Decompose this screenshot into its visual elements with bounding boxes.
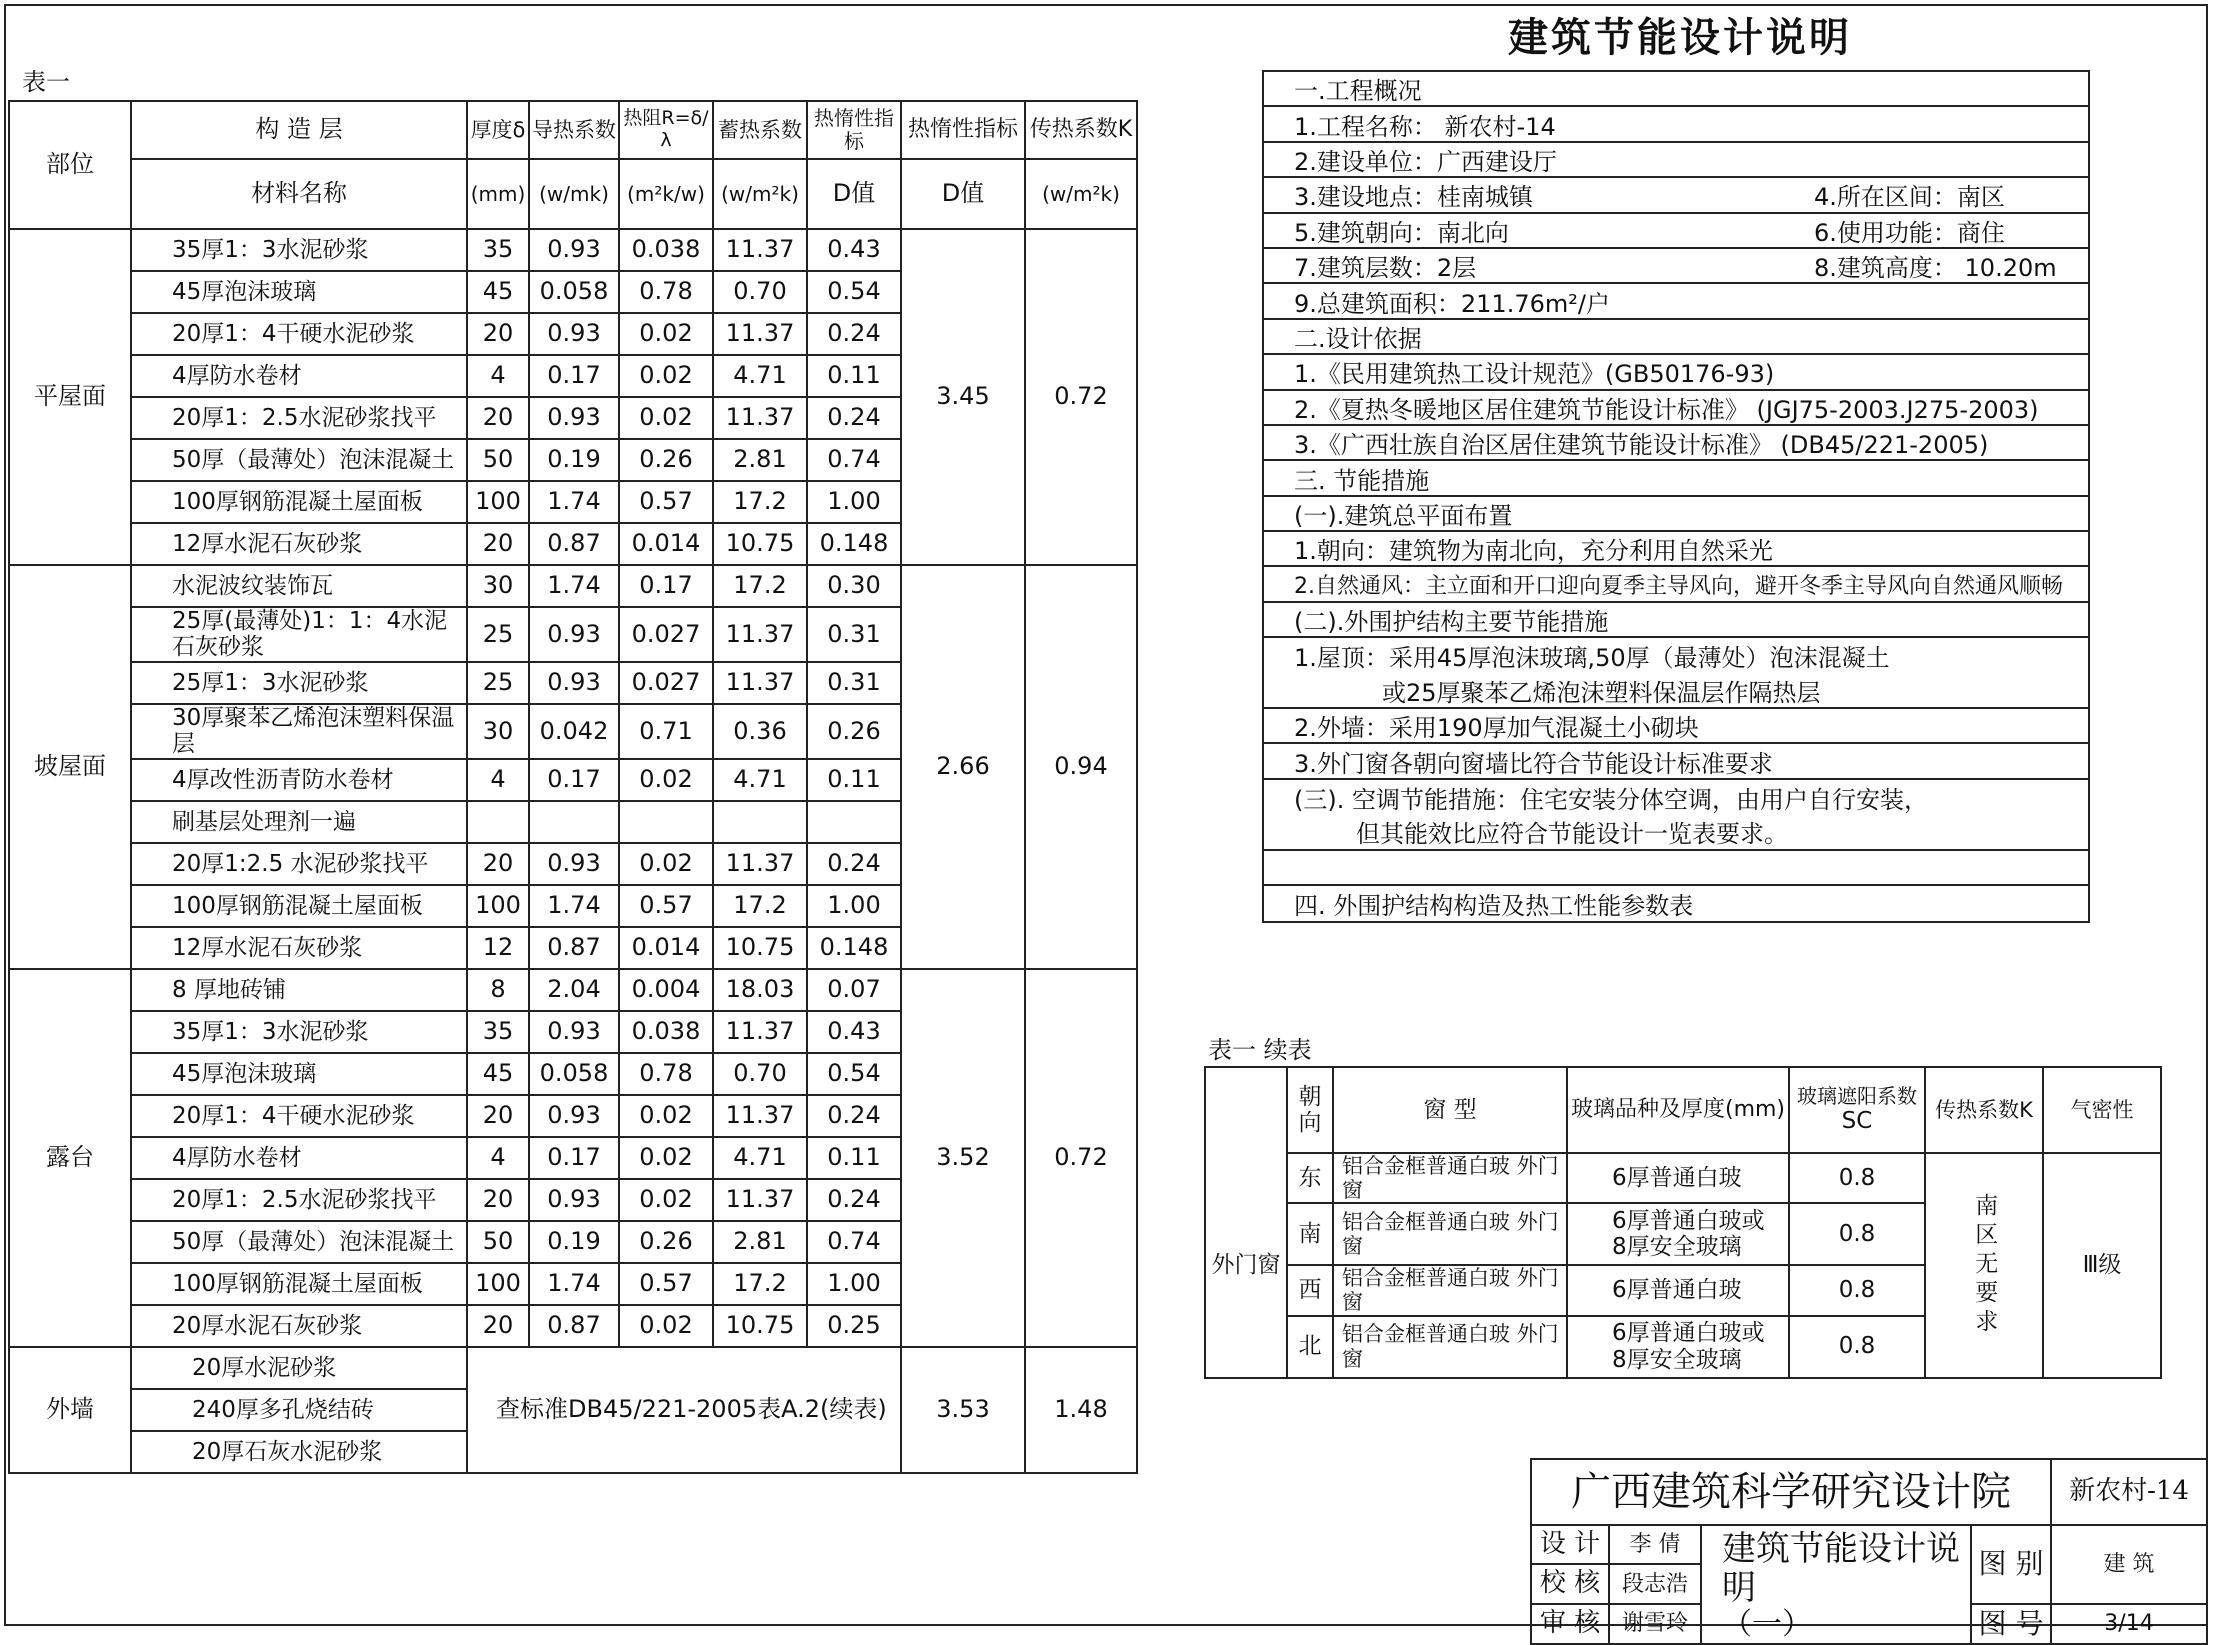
design-label: 设 计 — [1531, 1525, 1609, 1564]
storage — [713, 801, 807, 843]
function: 6.使用功能：商住 — [1814, 218, 2005, 247]
window-glass-line: 6厚普通白玻或 — [1612, 1207, 1765, 1234]
thickness: 20 — [467, 1305, 529, 1347]
material-name: 35厚1：3水泥砂浆 — [131, 229, 467, 271]
measure-wall: 2.外墙：采用190厚加气混凝土小砌块 — [1264, 709, 2088, 744]
table2-label: 表一 续表 — [1208, 1036, 1312, 1064]
storage: 11.37 — [713, 662, 807, 704]
section-measures: 三. 节能措施 — [1264, 461, 2088, 496]
material-name: 50厚（最薄处）泡沫混凝土 — [131, 439, 467, 481]
storage: 18.03 — [713, 969, 807, 1011]
wall-layer: 20厚石灰水泥砂浆 — [131, 1431, 467, 1473]
resistance: 0.57 — [619, 481, 713, 523]
conductivity: 0.93 — [529, 843, 619, 885]
group-k: 0.72 — [1025, 969, 1137, 1347]
material-name: 25厚1：3水泥砂浆 — [131, 662, 467, 704]
conductivity: 0.87 — [529, 1305, 619, 1347]
inertia: 0.11 — [807, 355, 901, 397]
number-label: 图 号 — [1971, 1604, 2051, 1644]
window-glass — [1567, 1316, 1789, 1378]
thickness: 35 — [467, 1011, 529, 1053]
thickness: 20 — [467, 523, 529, 565]
inertia: 0.54 — [807, 1053, 901, 1095]
inertia: 0.43 — [807, 229, 901, 271]
storage: 4.71 — [713, 759, 807, 801]
window-orient: 北 — [1287, 1316, 1333, 1378]
material-name: 45厚泡沫玻璃 — [131, 1053, 467, 1095]
floors-row — [1264, 249, 2088, 284]
window-glass-line: 6厚普通白玻或 — [1612, 1320, 1765, 1347]
resistance: 0.57 — [619, 1263, 713, 1305]
storage: 11.37 — [713, 1011, 807, 1053]
storage: 4.71 — [713, 1137, 807, 1179]
material-name: 4厚改性沥青防水卷材 — [131, 759, 467, 801]
inertia: 0.31 — [807, 662, 901, 704]
material-name: 水泥波纹装饰瓦 — [131, 565, 467, 607]
storage: 10.75 — [713, 1305, 807, 1347]
design-description — [1262, 70, 2090, 923]
category: 建 筑 — [2051, 1525, 2207, 1604]
conductivity: 0.93 — [529, 1095, 619, 1137]
resistance: 0.014 — [619, 927, 713, 969]
window-glass — [1567, 1265, 1789, 1315]
thickness: 20 — [467, 1095, 529, 1137]
institute-name: 广西建筑科学研究设计院 — [1531, 1459, 2051, 1525]
resistance: 0.014 — [619, 523, 713, 565]
resistance: 0.02 — [619, 1137, 713, 1179]
resistance: 0.02 — [619, 1095, 713, 1137]
storage: 11.37 — [713, 229, 807, 271]
floors: 7.建筑层数：2层 — [1294, 254, 1477, 283]
resistance: 0.02 — [619, 843, 713, 885]
group-k: 0.72 — [1025, 229, 1137, 565]
thickness: 25 — [467, 607, 529, 662]
thickness: 4 — [467, 1137, 529, 1179]
conductivity: 0.93 — [529, 607, 619, 662]
storage: 17.2 — [713, 481, 807, 523]
material-name: 20厚1:2.5 水泥砂浆找平 — [131, 843, 467, 885]
header-inertia-d: D值 — [807, 159, 901, 229]
group-inertia: 2.66 — [901, 565, 1025, 969]
drawing-number: 3/14 — [2051, 1604, 2207, 1644]
window-header-sc-label: 玻璃遮阳系数 — [1797, 1084, 1917, 1109]
window-k: 南区无要求 — [1925, 1153, 2043, 1378]
thickness: 25 — [467, 662, 529, 704]
inertia: 0.31 — [807, 607, 901, 662]
group-k: 0.94 — [1025, 565, 1137, 969]
height: 8.建筑高度： 10.20m — [1814, 254, 2057, 283]
resistance: 0.26 — [619, 439, 713, 481]
resistance: 0.57 — [619, 885, 713, 927]
inertia: 1.00 — [807, 1263, 901, 1305]
inertia: 0.148 — [807, 927, 901, 969]
basis-2: 2.《夏热冬暖地区居住建筑节能设计标准》 (JGJ75-2003.J275-2003) — [1264, 391, 2088, 426]
material-name: 刷基层处理剂一遍 — [131, 801, 467, 843]
inertia: 0.30 — [807, 565, 901, 607]
conductivity: 0.93 — [529, 229, 619, 271]
thermal-table-body — [9, 229, 1137, 1347]
storage: 0.70 — [713, 1053, 807, 1095]
resistance: 0.027 — [619, 607, 713, 662]
window-air: Ⅲ级 — [2043, 1153, 2161, 1378]
storage: 11.37 — [713, 843, 807, 885]
storage: 11.37 — [713, 607, 807, 662]
resistance: 0.02 — [619, 1305, 713, 1347]
resistance: 0.02 — [619, 313, 713, 355]
layer-row — [9, 229, 1137, 271]
section-overview: 一.工程概况 — [1264, 72, 2088, 107]
conductivity: 0.93 — [529, 1179, 619, 1221]
check-label: 校 核 — [1531, 1564, 1609, 1603]
orientation: 5.建筑朝向：南北向 — [1294, 218, 1509, 247]
material-name: 100厚钢筋混凝土屋面板 — [131, 1263, 467, 1305]
resistance: 0.71 — [619, 704, 713, 759]
empty-row — [1264, 851, 2088, 886]
window-header-orient: 朝向 — [1287, 1067, 1333, 1153]
wall-layer: 20厚水泥砂浆 — [131, 1347, 467, 1389]
header-part: 部位 — [9, 101, 131, 229]
wall-note: 查标准DB45/221-2005表A.2(续表) — [467, 1347, 901, 1473]
thickness: 8 — [467, 969, 529, 1011]
thickness: 100 — [467, 481, 529, 523]
conductivity: 1.74 — [529, 1263, 619, 1305]
inertia: 0.26 — [807, 704, 901, 759]
material-name: 100厚钢筋混凝土屋面板 — [131, 481, 467, 523]
header-resistance: 热阻R=δ/λ — [619, 101, 713, 159]
client: 2.建设单位：广西建设厅 — [1264, 143, 2088, 178]
measure-layout: (一).建筑总平面布置 — [1264, 497, 2088, 532]
thickness: 35 — [467, 229, 529, 271]
inertia: 0.24 — [807, 397, 901, 439]
inertia: 0.43 — [807, 1011, 901, 1053]
header-inertia-total-d: D值 — [901, 159, 1025, 229]
conductivity: 0.19 — [529, 1221, 619, 1263]
inertia: 0.24 — [807, 1095, 901, 1137]
window-glass — [1567, 1153, 1789, 1203]
section-envelope-table: 四. 外围护结构构造及热工性能参数表 — [1294, 892, 1694, 921]
thickness: 20 — [467, 843, 529, 885]
material-name: 50厚（最薄处）泡沫混凝土 — [131, 1221, 467, 1263]
thickness — [467, 801, 529, 843]
measure-ventilation: 2.自然通风：主立面和开口迎向夏季主导风向，避开冬季主导风向自然通风顺畅 — [1264, 567, 2088, 602]
conductivity: 0.87 — [529, 927, 619, 969]
project-code: 新农村-14 — [2051, 1459, 2207, 1525]
resistance: 0.02 — [619, 759, 713, 801]
storage: 11.37 — [713, 397, 807, 439]
check-name: 段志浩 — [1609, 1564, 1701, 1603]
window-orient: 东 — [1287, 1153, 1333, 1203]
material-name: 35厚1：3水泥砂浆 — [131, 1011, 467, 1053]
group-inertia: 3.45 — [901, 229, 1025, 565]
conductivity: 0.19 — [529, 439, 619, 481]
window-header-k: 传热系数K — [1925, 1067, 2043, 1153]
drawing-title-sub: （一） — [1722, 1607, 1812, 1643]
storage: 10.75 — [713, 523, 807, 565]
header-material: 材料名称 — [131, 159, 467, 229]
window-orient: 西 — [1287, 1265, 1333, 1315]
window-header-glass: 玻璃品种及厚度(mm) — [1567, 1067, 1789, 1153]
material-name: 20厚水泥石灰砂浆 — [131, 1305, 467, 1347]
conductivity: 1.74 — [529, 885, 619, 927]
conductivity: 0.93 — [529, 397, 619, 439]
part-name: 露台 — [9, 969, 131, 1347]
thickness: 20 — [467, 1179, 529, 1221]
inertia: 0.54 — [807, 271, 901, 313]
storage: 10.75 — [713, 927, 807, 969]
storage: 2.81 — [713, 439, 807, 481]
window-row — [1205, 1153, 2161, 1203]
thickness: 50 — [467, 439, 529, 481]
measure-roof: 1.屋顶：采用45厚泡沫玻璃,50厚（最薄处）泡沫混凝土 — [1294, 644, 1890, 673]
inertia: 0.74 — [807, 1221, 901, 1263]
thickness: 30 — [467, 565, 529, 607]
section-basis: 二.设计依据 — [1264, 320, 2088, 355]
storage: 17.2 — [713, 1263, 807, 1305]
window-table-body — [1205, 1153, 2161, 1378]
conductivity: 0.17 — [529, 759, 619, 801]
inertia: 0.11 — [807, 759, 901, 801]
measure-orientation: 1.朝向：建筑物为南北向，充分利用自然采光 — [1264, 532, 2088, 567]
window-table — [1204, 1066, 2162, 1379]
window-type: 铝合金框普通白玻 外门窗 — [1333, 1203, 1567, 1265]
conductivity: 0.17 — [529, 355, 619, 397]
measure-window: 3.外门窗各朝向窗墙比符合节能设计标准要求 — [1264, 744, 2088, 779]
window-glass-line: 6厚普通白玻 — [1612, 1164, 1742, 1191]
storage: 0.36 — [713, 704, 807, 759]
storage: 17.2 — [713, 565, 807, 607]
conductivity: 1.74 — [529, 565, 619, 607]
measure-envelope: (二).外围护结构主要节能措施 — [1264, 603, 2088, 638]
window-type: 铝合金框普通白玻 外门窗 — [1333, 1316, 1567, 1378]
conductivity: 0.93 — [529, 313, 619, 355]
measure-roof-alt: 或25厚聚苯乙烯泡沫塑料保温层作隔热层 — [1264, 674, 2088, 709]
window-sc: 0.8 — [1789, 1153, 1925, 1203]
inertia: 1.00 — [807, 481, 901, 523]
measure-ac: (三). 空调节能措施：住宅安装分体空调，由用户自行安装， — [1294, 786, 1928, 814]
storage: 11.37 — [713, 1095, 807, 1137]
title-block — [1530, 1458, 2208, 1645]
window-sc: 0.8 — [1789, 1203, 1925, 1265]
design-name: 李 倩 — [1609, 1525, 1701, 1564]
category-label: 图 别 — [1971, 1525, 2051, 1604]
material-name: 8 厚地砖铺 — [131, 969, 467, 1011]
inertia: 0.148 — [807, 523, 901, 565]
inertia: 0.11 — [807, 1137, 901, 1179]
area: 9.总建筑面积：211.76m²/户 — [1264, 284, 2088, 319]
window-header-type: 窗 型 — [1333, 1067, 1567, 1153]
window-glass-line: 8厚安全玻璃 — [1612, 1346, 1742, 1373]
window-sc: 0.8 — [1789, 1316, 1925, 1378]
thickness: 100 — [467, 885, 529, 927]
window-header-sc — [1789, 1067, 1925, 1153]
window-glass-line: 6厚普通白玻 — [1612, 1277, 1742, 1304]
material-name: 12厚水泥石灰砂浆 — [131, 927, 467, 969]
drawing-title — [1701, 1525, 1971, 1644]
inertia: 0.74 — [807, 439, 901, 481]
layer-row — [9, 565, 1137, 607]
group-inertia: 3.52 — [901, 969, 1025, 1347]
material-name: 30厚聚苯乙烯泡沫塑料保温层 — [131, 704, 467, 759]
wall-layer: 240厚多孔烧结砖 — [131, 1389, 467, 1431]
thickness: 20 — [467, 397, 529, 439]
thickness: 20 — [467, 313, 529, 355]
conductivity: 0.93 — [529, 662, 619, 704]
material-name: 25厚(最薄处)1：1：4水泥石灰砂浆 — [131, 607, 467, 662]
site: 3.建设地点：桂南城镇 — [1294, 183, 1533, 212]
conductivity: 0.058 — [529, 1053, 619, 1095]
window-header-sc-code: SC — [1841, 1108, 1873, 1135]
header-thickness: 厚度δ — [467, 101, 529, 159]
thickness: 45 — [467, 1053, 529, 1095]
wall-k: 1.48 — [1025, 1347, 1137, 1473]
header-layer: 构 造 层 — [131, 101, 467, 159]
resistance: 0.027 — [619, 662, 713, 704]
material-name: 20厚1：4干硬水泥砂浆 — [131, 1095, 467, 1137]
basis-3: 3.《广西壮族自治区居住建筑节能设计标准》 (DB45/221-2005) — [1264, 426, 2088, 461]
thickness: 50 — [467, 1221, 529, 1263]
thickness: 4 — [467, 759, 529, 801]
resistance: 0.038 — [619, 229, 713, 271]
conductivity: 0.93 — [529, 1011, 619, 1053]
window-orient: 南 — [1287, 1203, 1333, 1265]
resistance: 0.02 — [619, 397, 713, 439]
conductivity: 0.042 — [529, 704, 619, 759]
thickness: 45 — [467, 271, 529, 313]
review-label: 审 核 — [1531, 1604, 1609, 1644]
material-name: 20厚1：4干硬水泥砂浆 — [131, 313, 467, 355]
header-storage: 蓄热系数 — [713, 101, 807, 159]
storage: 4.71 — [713, 355, 807, 397]
site-row — [1264, 178, 2088, 213]
resistance: 0.17 — [619, 565, 713, 607]
part-name: 平屋面 — [9, 229, 131, 565]
window-header-blank — [1205, 1067, 1287, 1153]
window-type: 铝合金框普通白玻 外门窗 — [1333, 1153, 1567, 1203]
resistance: 0.78 — [619, 1053, 713, 1095]
material-name: 12厚水泥石灰砂浆 — [131, 523, 467, 565]
conductivity: 0.058 — [529, 271, 619, 313]
measure-ac-2: 但其能效比应符合节能设计一览表要求。 — [1264, 815, 2088, 850]
conductivity — [529, 801, 619, 843]
header-inertia: 热惰性指标 — [807, 101, 901, 159]
part-name: 坡屋面 — [9, 565, 131, 969]
material-name: 45厚泡沫玻璃 — [131, 271, 467, 313]
storage: 2.81 — [713, 1221, 807, 1263]
storage: 11.37 — [713, 1179, 807, 1221]
storage: 11.37 — [713, 313, 807, 355]
header-storage-unit: (w/m²k) — [713, 159, 807, 229]
project-name: 1.工程名称： 新农村-14 — [1264, 107, 2088, 142]
wall-part: 外墙 — [9, 1347, 131, 1473]
header-k-unit: (w/m²k) — [1025, 159, 1137, 229]
resistance: 0.038 — [619, 1011, 713, 1053]
zone: 4.所在区间：南区 — [1814, 183, 2005, 212]
storage: 17.2 — [713, 885, 807, 927]
header-conductivity-unit: (w/mk) — [529, 159, 619, 229]
inertia: 0.24 — [807, 313, 901, 355]
window-glass — [1567, 1203, 1789, 1265]
drawing-title-main: 建筑节能设计说明 — [1722, 1529, 1960, 1609]
window-sc: 0.8 — [1789, 1265, 1925, 1315]
inertia: 0.24 — [807, 843, 901, 885]
window-glass-line: 8厚安全玻璃 — [1612, 1234, 1742, 1261]
inertia: 0.07 — [807, 969, 901, 1011]
basis-1: 1.《民用建筑热工设计规范》(GB50176-93) — [1264, 355, 2088, 390]
inertia: 0.24 — [807, 1179, 901, 1221]
header-k: 传热系数K — [1025, 101, 1137, 159]
resistance — [619, 801, 713, 843]
thickness: 30 — [467, 704, 529, 759]
material-name: 20厚1：2.5水泥砂浆找平 — [131, 1179, 467, 1221]
resistance: 0.26 — [619, 1221, 713, 1263]
storage: 0.70 — [713, 271, 807, 313]
thickness: 4 — [467, 355, 529, 397]
orient-row — [1264, 214, 2088, 249]
material-name: 100厚钢筋混凝土屋面板 — [131, 885, 467, 927]
conductivity: 0.87 — [529, 523, 619, 565]
material-name: 20厚1：2.5水泥砂浆找平 — [131, 397, 467, 439]
page-title: 建筑节能设计说明 — [1508, 15, 1852, 61]
inertia — [807, 801, 901, 843]
inertia: 0.25 — [807, 1305, 901, 1347]
thickness: 100 — [467, 1263, 529, 1305]
resistance: 0.004 — [619, 969, 713, 1011]
header-inertia-total: 热惰性指标 — [901, 101, 1025, 159]
layer-row — [9, 969, 1137, 1011]
conductivity: 1.74 — [529, 481, 619, 523]
material-name: 4厚防水卷材 — [131, 355, 467, 397]
window-type: 铝合金框普通白玻 外门窗 — [1333, 1265, 1567, 1315]
material-name: 4厚防水卷材 — [131, 1137, 467, 1179]
header-conductivity: 导热系数 — [529, 101, 619, 159]
conductivity: 0.17 — [529, 1137, 619, 1179]
resistance: 0.78 — [619, 271, 713, 313]
wall-d: 3.53 — [901, 1347, 1025, 1473]
resistance: 0.02 — [619, 1179, 713, 1221]
inertia: 1.00 — [807, 885, 901, 927]
review-name: 谢雪玲 — [1609, 1604, 1701, 1644]
resistance: 0.02 — [619, 355, 713, 397]
header-thickness-unit: (mm) — [467, 159, 529, 229]
thermal-table — [8, 100, 1138, 1474]
window-header-air: 气密性 — [2043, 1067, 2161, 1153]
conductivity: 2.04 — [529, 969, 619, 1011]
header-resistance-unit: (m²k/w) — [619, 159, 713, 229]
table1-label: 表一 — [22, 68, 70, 96]
window-part: 外门窗 — [1205, 1153, 1287, 1378]
thickness: 12 — [467, 927, 529, 969]
